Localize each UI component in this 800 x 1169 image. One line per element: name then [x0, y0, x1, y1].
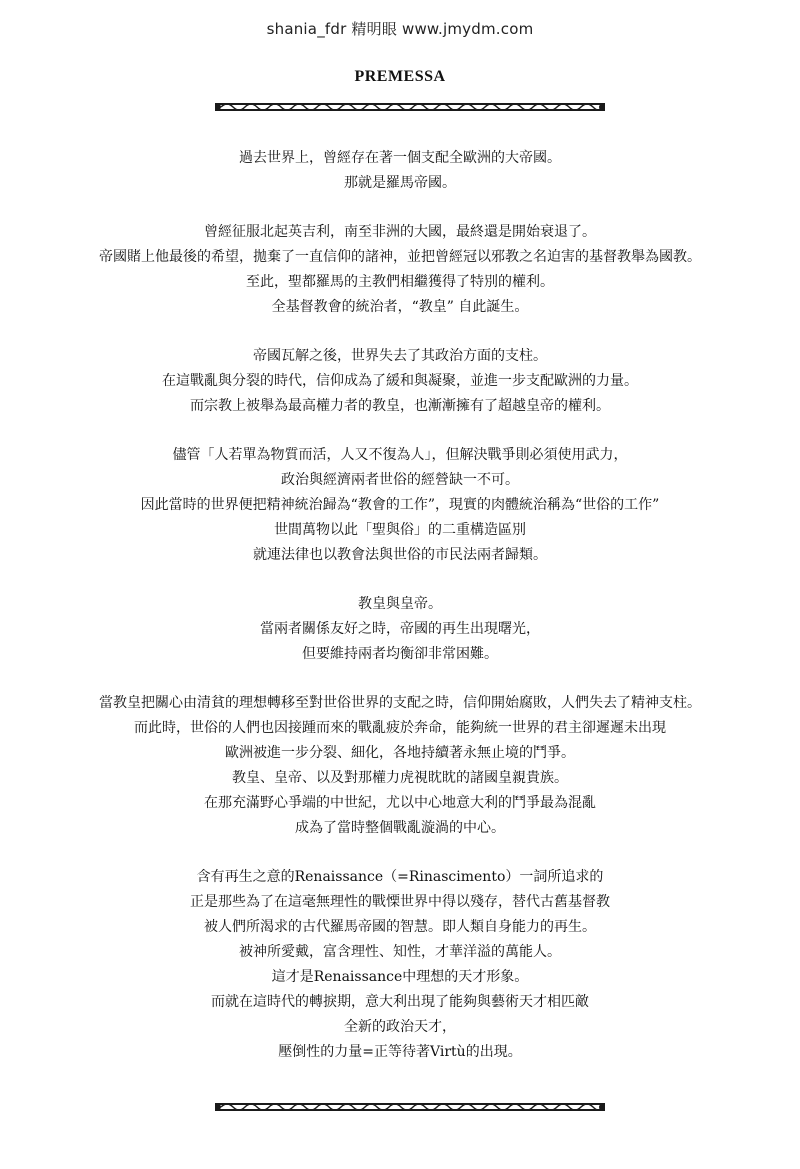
text-line: 過去世界上，曾經存在著一個支配全歐洲的大帝國。: [239, 150, 561, 166]
text-line: 當兩者關係友好之時，帝國的再生出現曙光，: [260, 621, 540, 637]
page-title: PREMESSA: [354, 68, 446, 85]
text-line: 而就在這時代的轉捩期，意大利出現了能夠與藝術天才相匹敵: [211, 994, 589, 1010]
text-line: 壓倒性的力量=正等待著Virtù的出現。: [278, 1044, 522, 1060]
paragraph-1: [20, 146, 780, 196]
text-line: 就連法律也以教會法與世俗的市民法兩者歸類。: [253, 547, 547, 563]
text-line: 帝國賭上他最後的希望，拋棄了一直信仰的諸神，並把曾經冠以邪教之名迫害的基督教舉為國教。: [99, 249, 701, 265]
text-line: 但要維持兩者均衡卻非常困難。: [302, 646, 498, 662]
paragraph-3: [20, 344, 780, 419]
text-line: 在這戰亂與分裂的時代，信仰成為了緩和與凝聚，並進一步支配歐洲的力量。: [162, 373, 638, 389]
text-line: 這才是Renaissance中理想的天才形象。: [271, 969, 529, 985]
text-line: 帝國瓦解之後，世界失去了其政治方面的支柱。: [253, 348, 547, 364]
text-line: 全新的政治天才，: [344, 1019, 456, 1035]
text-line: 教皇、皇帝、以及對那權力虎視眈眈的諸國皇親貴族。: [232, 770, 568, 786]
text-line: 而宗教上被舉為最高權力者的教皇，也漸漸擁有了超越皇帝的權利。: [190, 398, 610, 414]
premessa-body: [20, 146, 780, 1089]
text-line: 正是那些為了在這毫無理性的戰慄世界中得以殘存，替代古舊基督教: [190, 894, 610, 910]
text-line: 被神所愛戴，富含理性、知性，才華洋溢的萬能人。: [239, 944, 561, 960]
text-line: 至此，聖都羅馬的主教們相繼獲得了特別的權利。: [246, 274, 554, 290]
text-line: 世間萬物以此「聖與俗」的二重構造區別: [274, 522, 526, 538]
text-line: 當教皇把關心由清貧的理想轉移至對世俗世界的支配之時，信仰開始腐敗，人們失去了精神支柱。: [99, 695, 701, 711]
text-line: 含有再生之意的Renaissance（=Rinascimento）一詞所追求的: [196, 869, 604, 885]
text-line: 成為了當時整個戰亂漩渦的中心。: [295, 820, 505, 836]
text-line: 儘管「人若單為物質而活，人又不復為人」，但解決戰爭則必須使用武力，: [172, 447, 628, 463]
paragraph-6: [20, 691, 780, 841]
text-line: 因此當時的世界便把精神統治歸為“教會的工作”，現實的肉體統治稱為“世俗的工作”: [140, 497, 660, 513]
ornamental-divider-bottom: [215, 1098, 605, 1116]
ornamental-divider-top: [215, 98, 605, 116]
text-line: 全基督教會的統治者，“教皇” 自此誕生。: [271, 299, 529, 315]
text-line: 曾經征服北起英吉利，南至非洲的大國，最終還是開始衰退了。: [204, 224, 596, 240]
text-line: 教皇與皇帝。: [358, 596, 442, 612]
paragraph-2: [20, 220, 780, 320]
text-line: 在那充滿野心爭端的中世紀，尤以中心地意大利的鬥爭最為混亂: [204, 795, 596, 811]
text-line: 被人們所渴求的古代羅馬帝國的智慧。即人類自身能力的再生。: [204, 919, 596, 935]
text-line: 那就是羅馬帝國。: [344, 175, 456, 191]
text-line: 歐洲被進一步分裂、細化，各地持續著永無止境的鬥爭。: [225, 745, 575, 761]
paragraph-7: [20, 865, 780, 1065]
watermark-header: shania_fdr 精明眼 www.jmydm.com: [266, 20, 534, 38]
paragraph-5: [20, 592, 780, 667]
text-line: 而此時，世俗的人們也因接踵而來的戰亂疲於奔命，能夠統一世界的君主卻遲遲未出現: [134, 720, 666, 736]
paragraph-4: [20, 443, 780, 568]
text-line: 政治與經濟兩者世俗的經營缺一不可。: [281, 472, 519, 488]
